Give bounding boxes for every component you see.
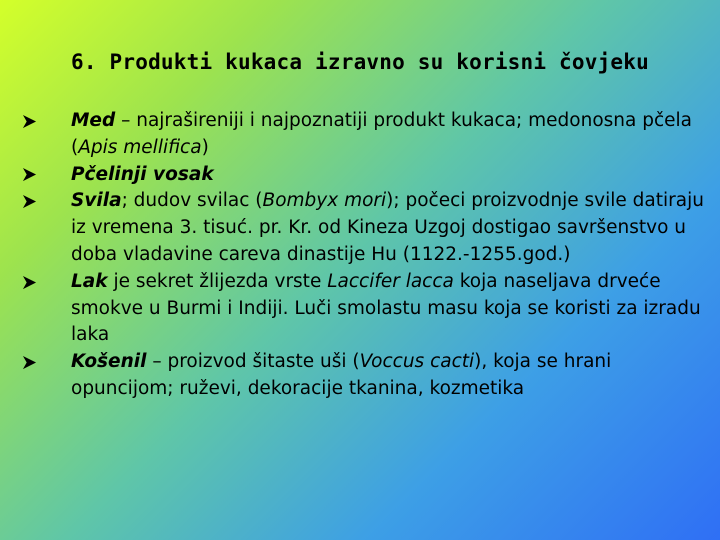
- bullet-text: koja naseljava drveće smokve u Burmi i Indiji. Luči smolastu masu koja se koristi za izradu laka: [71, 270, 701, 346]
- latin-name: Bombyx mori: [262, 190, 387, 212]
- arrowhead-bullet-icon: [20, 162, 38, 189]
- term-bold: Lak: [71, 270, 108, 292]
- bullet-item-lak: [20, 269, 710, 349]
- bullet-item-med: [20, 108, 710, 162]
- bullet-list: [20, 108, 710, 403]
- bullet-item-svila: [20, 188, 710, 268]
- term-bold: Košenil: [71, 351, 147, 373]
- latin-name: Laccifer lacca: [327, 270, 454, 292]
- bullet-item-vosak: [20, 162, 710, 189]
- bullet-item-kosenil: [20, 349, 710, 403]
- bullet-text: – proizvod šitaste uši (: [146, 351, 360, 373]
- bullet-text: ); počeci proizvodnje svile datiraju iz vremena 3. tisuć. pr. Kr. od Kineza Uzgoj dostigao savršenstvo u doba vladavine careva dinastije Hu (1122.-1255.god.): [71, 190, 704, 265]
- bullet-text: je sekret žlijezda vrste: [107, 270, 328, 292]
- bullet-text: ; dudov svilac (: [121, 190, 263, 212]
- term-bold: Med: [71, 110, 116, 131]
- latin-name: Apis mellifica: [78, 136, 202, 158]
- bullet-text: ), koja se hrani opuncijom; ruževi, dekoracije tkanina, kozmetika: [71, 351, 612, 399]
- bullet-text: ): [201, 136, 209, 158]
- arrowhead-bullet-icon: [20, 269, 38, 296]
- latin-name: Voccus cacti: [359, 351, 475, 373]
- term-bold: Svila: [71, 190, 122, 212]
- term-bold: Pčelinji vosak: [71, 163, 214, 185]
- arrowhead-bullet-icon: [20, 349, 38, 376]
- slide-title: 6. Produkti kukaca izravno su korisni čovjeku: [71, 50, 649, 74]
- bullet-text: – najrašireniji i najpoznatiji produkt kukaca; medonosna pčela (: [71, 110, 693, 158]
- arrowhead-bullet-icon: [20, 108, 38, 135]
- arrowhead-bullet-icon: [20, 188, 38, 215]
